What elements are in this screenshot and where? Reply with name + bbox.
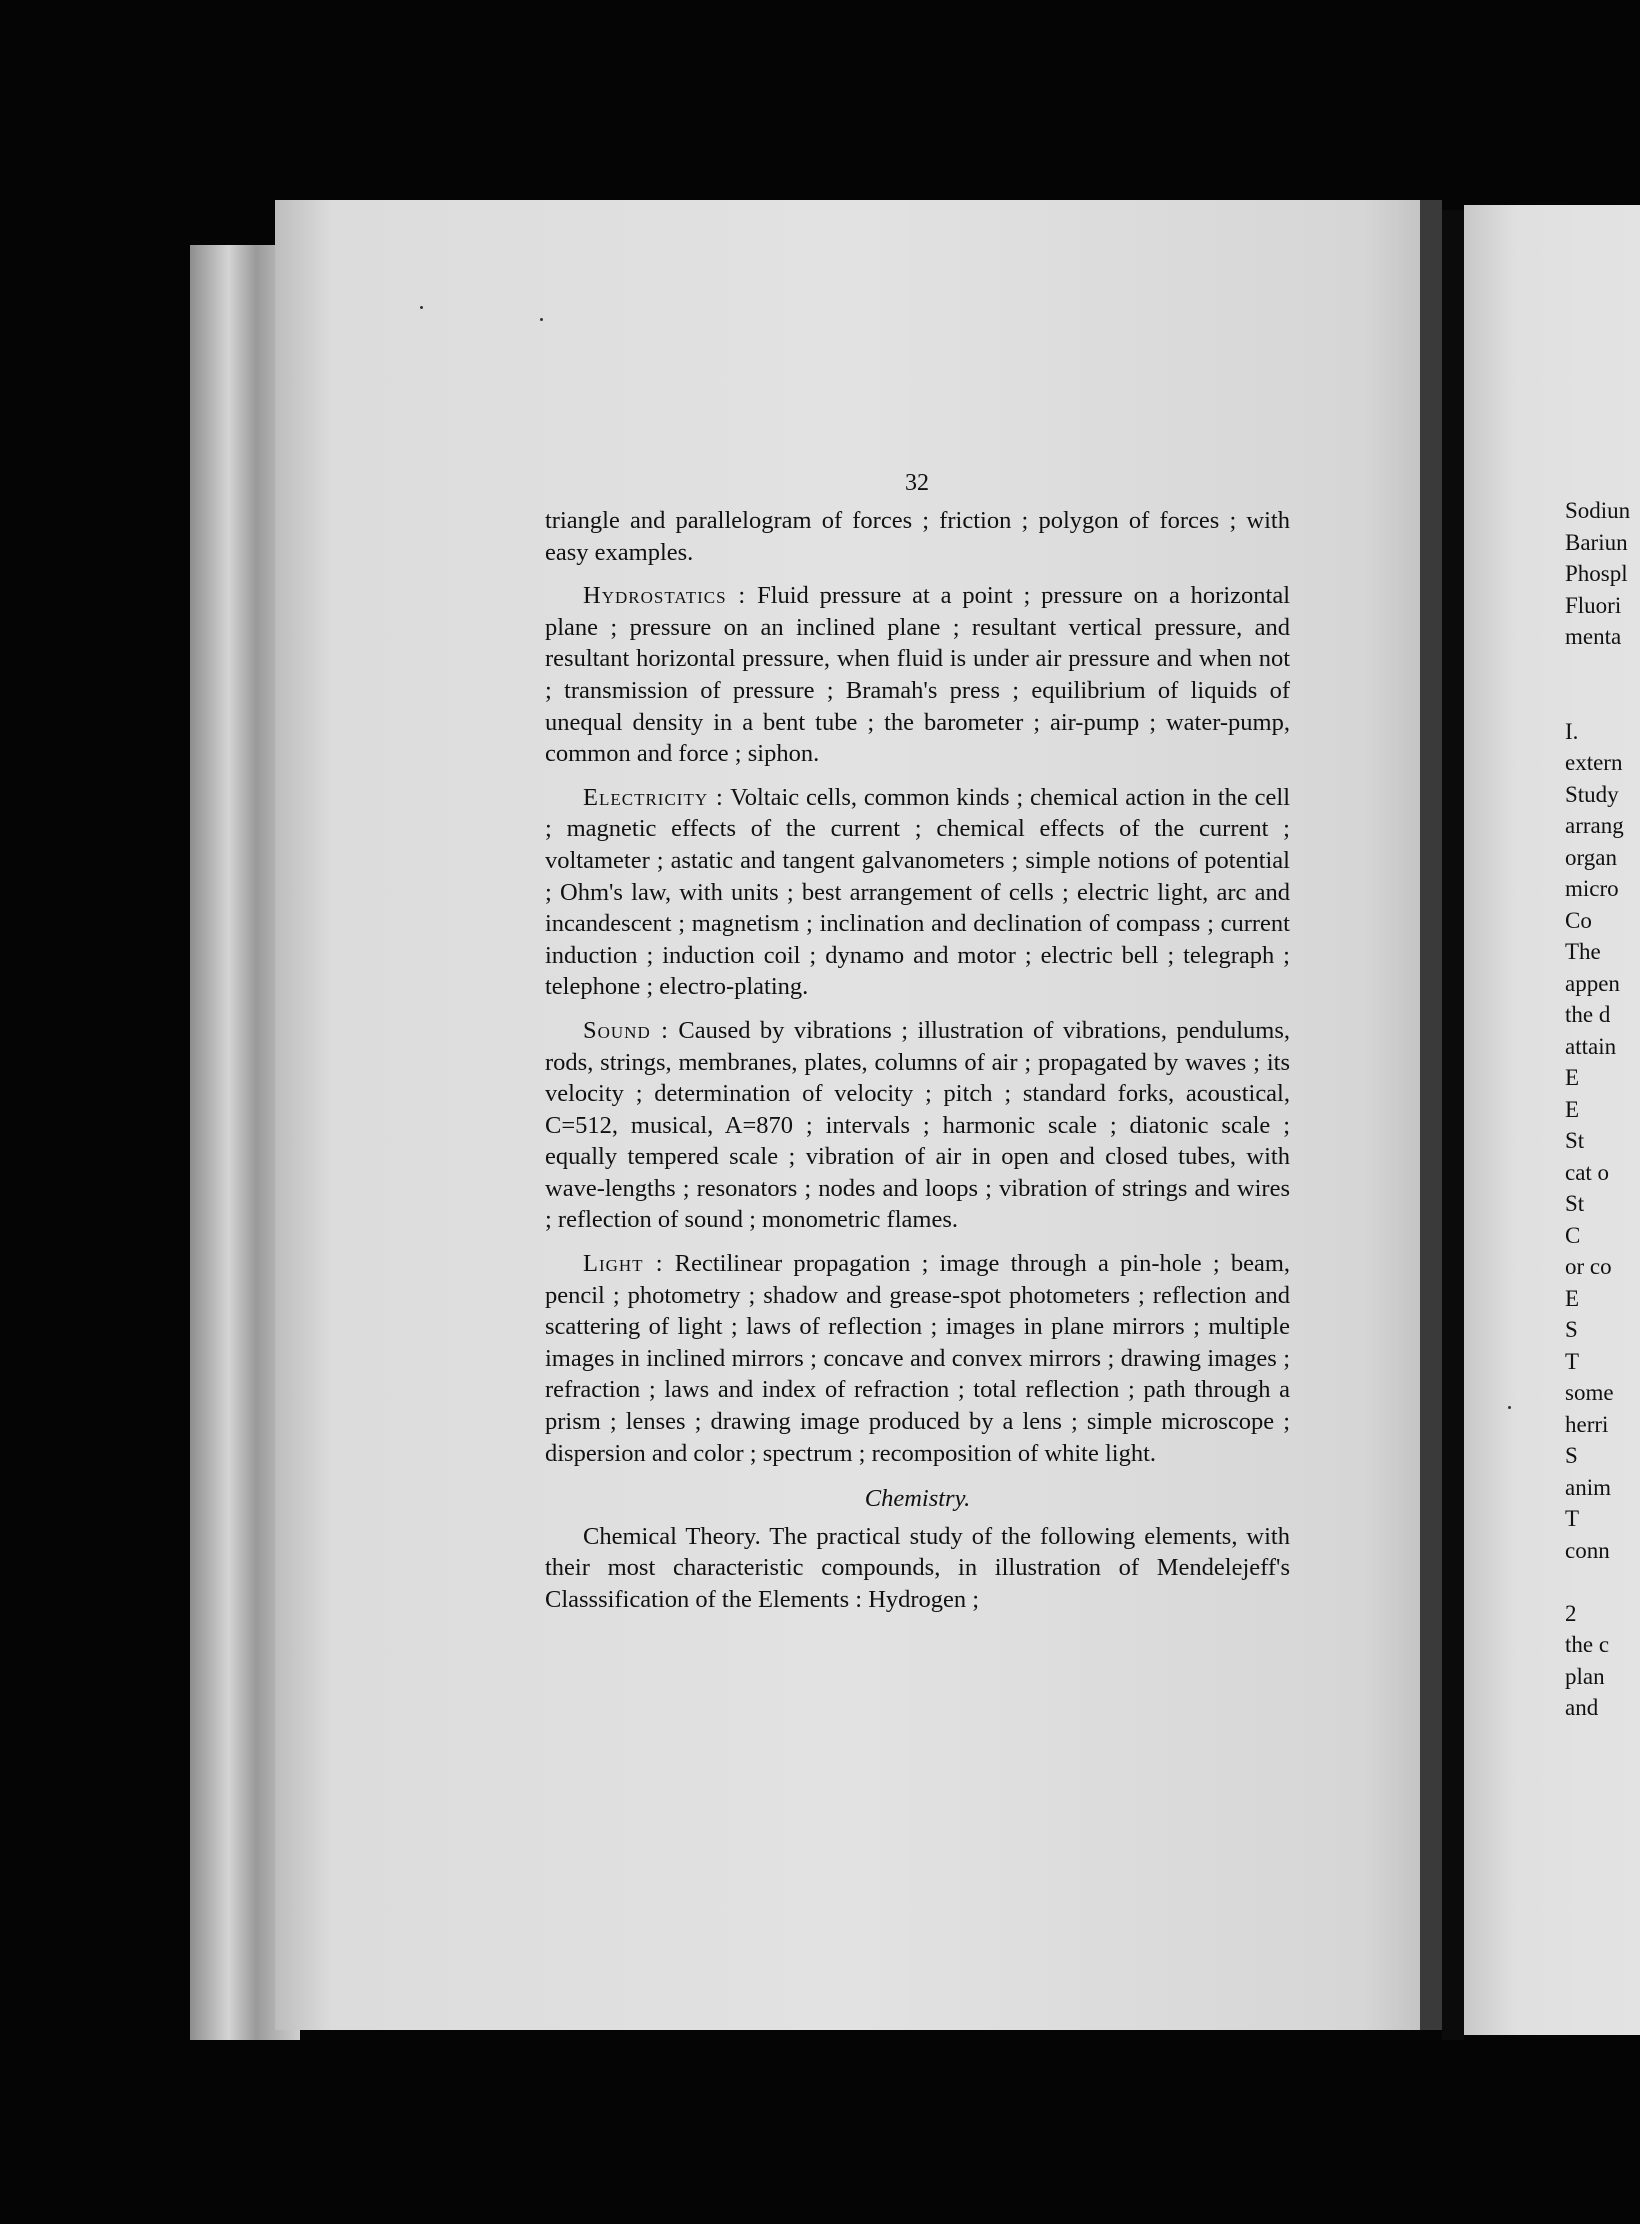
section-light (545, 1248, 1290, 1469)
right-page-fragment: some (1565, 1380, 1614, 1405)
right-page-fragment: menta (1565, 624, 1622, 649)
right-page-fragment: micro (1565, 876, 1619, 901)
right-page-fragment: T (1565, 1348, 1580, 1374)
right-page-fragment: S (1565, 1317, 1578, 1342)
right-page-fragment (1565, 653, 1640, 685)
right-page-fragment: organ (1565, 844, 1617, 870)
section-sound (545, 1015, 1290, 1236)
right-page-fragment: Co (1565, 907, 1592, 933)
right-page-fragment: arrang (1565, 813, 1624, 838)
right-page-fragment: The (1565, 939, 1601, 964)
right-page-fragment: E (1565, 1285, 1580, 1311)
scan-speck (1508, 1406, 1511, 1409)
section-heading: Light : (583, 1250, 664, 1278)
right-page-fragment: 2 (1565, 1600, 1577, 1626)
right-page-fragment (1565, 1566, 1640, 1598)
right-page-fragment: St (1565, 1128, 1585, 1153)
right-page-fragment: E (1565, 1096, 1580, 1122)
right-page-fragment: appen (1565, 970, 1620, 996)
opening-paragraph: triangle and parallelogram of forces ; friction ; polygon of forces ; with easy examples. (545, 507, 1290, 566)
right-page-fragment: the c (1565, 1632, 1610, 1657)
page-number: 32 (905, 470, 929, 496)
scan-speck (540, 318, 543, 321)
right-page-fragment: Sodiun (1565, 498, 1631, 523)
right-page-fragment: St (1565, 1191, 1585, 1216)
right-page-fragment: and (1565, 1695, 1599, 1720)
right-page-fragment: or co (1565, 1254, 1612, 1279)
section-heading: Sound : (583, 1016, 669, 1044)
book-gutter (1420, 200, 1442, 2030)
section-body: Caused by vibrations ; illustration of vibrations, pendulums, rods, strings, membranes, plates, columns of air ; propagated by waves ; its velocity ; determination of velocity ; pitch ; standard forks, acoustical, C=512, musical, A=870 ; intervals ; harmonic scale ; diatonic scale ; equally tempered scale ; vibration of air in open and closed tubes, with wave-lengths ; resonators ; nodes and loops ; vibration of strings and wires ; reflection of sound ; monometric flames. (545, 1016, 1291, 1234)
section-heading: Electricity : (583, 783, 724, 811)
chemistry-heading: Chemistry. (864, 1485, 971, 1513)
chemistry-paragraph: Chemical Theory. The practical study of the following elements, with their most characteristic compounds, in illustration of Mendelejeff's Classsification of the Elements : Hydrogen ; (545, 1522, 1290, 1613)
right-page-fragment (1565, 684, 1640, 716)
section-body: Rectilinear propagation ; image through a pin-hole ; beam, pencil ; photometry ; shadow and grease-spot photometers ; reflection and scattering of light ; laws of reflection ; images in plane mirrors ; multiple images in inclined mirrors ; concave and convex mirrors ; drawing images ; refraction ; laws and index of refraction ; total reflection ; path through a prism ; lenses ; drawing image produced by a lens ; simple microscope ; dispersion and color ; spectrum ; recomposition of white light. (545, 1250, 1291, 1467)
right-page-fragment: anim (1565, 1474, 1611, 1500)
right-page-fragment: Bariun (1565, 529, 1628, 555)
right-page-fragment: plan (1565, 1663, 1605, 1689)
right-page-fragment: S (1565, 1443, 1578, 1468)
right-page-fragment: E (1565, 1065, 1580, 1090)
right-page-fragment: Study (1565, 781, 1619, 807)
scan-speck (420, 306, 423, 309)
right-page-fragment: attain (1565, 1033, 1617, 1059)
left-page-text (545, 465, 1290, 1616)
right-page-text-fragments (1565, 495, 1640, 1724)
right-page-fragment: Fluori (1565, 592, 1622, 618)
right-page-fragment: the d (1565, 1002, 1611, 1027)
section-heading: Hydrostatics : (583, 582, 747, 610)
section-body: Fluid pressure at a point ; pressure on a horizontal plane ; pressure on an inclined plane ; resultant vertical pressure, and resultant horizontal pressure, when fluid is under air pressure and when not ; transmission of pressure ; Bramah's press ; equilibrium of liquids of unequal density in a bent tube ; the barometer ; air-pump ; water-pump, common and force ; siphon. (545, 582, 1291, 768)
right-page-fragment: cat o (1565, 1159, 1610, 1185)
right-page-fragment: T (1565, 1506, 1580, 1531)
right-page-fragment: C (1565, 1222, 1581, 1248)
gutter-shadow (1442, 210, 1464, 2040)
section-hydrostatics (545, 580, 1290, 770)
right-page-fragment: conn (1565, 1537, 1610, 1563)
right-page-fragment: extern (1565, 750, 1623, 775)
section-electricity (545, 782, 1290, 1003)
right-page-fragment: Phospl (1565, 561, 1628, 586)
right-page-fragment: I. (1565, 718, 1579, 744)
section-body: Voltaic cells, common kinds ; chemical action in the cell ; magnetic effects of the current ; chemical effects of the current ; voltameter ; astatic and tangent galvanometers ; simple notions of potential ; Ohm's law, with units ; best arrangement of cells ; electric light, arc and incandescent ; magnetism ; inclination and declination of compass ; current induction ; induction coil ; dynamo and motor ; electric bell ; telegraph ; telephone ; electro-plating. (545, 783, 1290, 1001)
right-page-fragment: herri (1565, 1411, 1609, 1437)
